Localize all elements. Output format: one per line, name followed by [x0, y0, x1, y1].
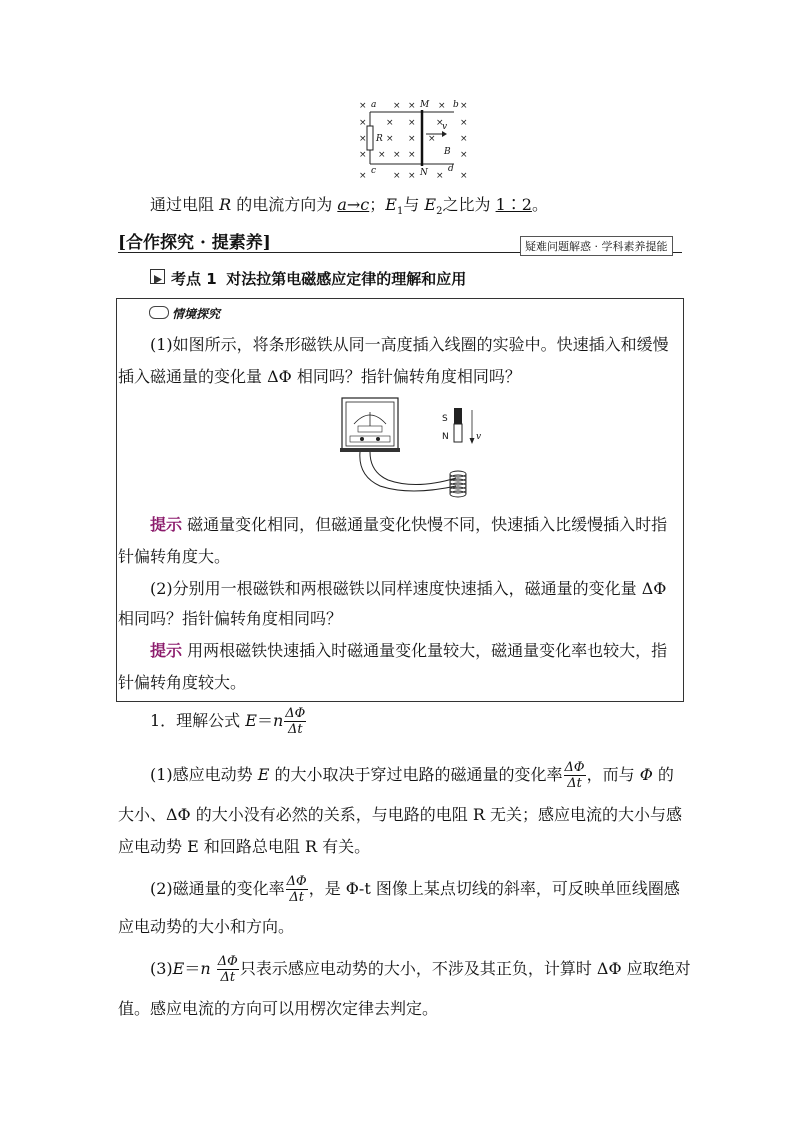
galvanometer-figure — [340, 396, 500, 502]
section-title: [合作探究 · 提素养] — [118, 233, 271, 253]
frac-den: Δt — [289, 890, 304, 905]
magnet-v-label: v — [476, 432, 482, 442]
svg-text:×: × — [428, 134, 436, 144]
frac-num: ΔΦ — [285, 706, 306, 721]
q1-line2: 插入磁通量的变化量 ΔΦ 相同吗？指针偏转角度相同吗？ — [118, 367, 521, 386]
p1-text: 的 — [652, 765, 674, 784]
answer-text: ； — [369, 195, 386, 214]
p1-text: ，而与 — [586, 765, 640, 784]
p3-text: 只表示感应电动势的大小，不涉及其正负，计算时 ΔΦ 应取绝对 — [239, 959, 691, 978]
hint-label: 提示 — [150, 515, 183, 534]
svg-text:×: × — [408, 101, 416, 111]
fraction-dphi-dt — [564, 760, 586, 791]
point1-prefix: 1．理解公式 — [150, 711, 246, 730]
svg-text:×: × — [386, 134, 394, 144]
var-E2: E — [424, 195, 437, 214]
magnet-S-label: S — [442, 414, 448, 424]
p3-line2: 值。感应电流的方向可以用楞次定律去判定。 — [118, 999, 439, 1018]
label-a: a — [371, 100, 377, 110]
p1-text: (1)感应电动势 — [150, 765, 258, 784]
svg-text:×: × — [408, 134, 416, 144]
rail-rod-figure — [356, 98, 476, 186]
var-phi: Φ — [639, 765, 653, 784]
hint-text: 磁通量变化相同，但磁通量变化快慢不同，快速插入比缓慢插入时指 — [182, 515, 668, 534]
answer-text: 通过电阻 — [150, 195, 220, 214]
label-B: B — [444, 147, 451, 157]
svg-text:×: × — [408, 150, 416, 160]
section-tag: 疑难问题解惑 · 学科素养提能 — [520, 236, 673, 256]
frac-num: ΔΦ — [564, 760, 585, 775]
frac-den: Δt — [220, 970, 236, 985]
answer-text: 与 — [403, 195, 425, 214]
svg-text:×: × — [460, 134, 468, 144]
var-n: n — [200, 959, 216, 978]
answer-text: 之比为 — [442, 195, 496, 214]
p1-line2: 大小、ΔΦ 的大小没有必然的关系，与电路的电阻 R 无关；感应电流的大小与感 — [118, 805, 682, 824]
sub-2: 2 — [436, 206, 443, 218]
q2-line1: (2)分别用一根磁铁和两根磁铁以同样速度快速插入，磁通量的变化量 ΔΦ — [150, 579, 667, 598]
point1-title — [150, 706, 307, 737]
var-E1: E — [385, 195, 397, 214]
label-c: c — [371, 166, 377, 176]
kaodian-heading — [150, 268, 466, 290]
q2-line2: 相同吗？指针偏转角度相同吗？ — [118, 609, 343, 628]
p1-line1 — [150, 760, 674, 791]
svg-text:×: × — [460, 118, 468, 128]
svg-text:×: × — [386, 118, 394, 128]
svg-text:×: × — [460, 150, 468, 160]
label-R: R — [376, 134, 383, 144]
frac-num: ΔΦ — [217, 954, 238, 969]
label-d: d — [448, 164, 454, 174]
var-n: n — [272, 711, 284, 730]
galvanometer-diagram — [340, 396, 500, 502]
var-E: E — [245, 711, 257, 730]
p1-line3: 应电动势 E 和回路总电阻 R 有关。 — [118, 837, 371, 856]
hint-text: 用两根磁铁快速插入时磁通量变化量较大，磁通量变化率也较大，指 — [182, 641, 668, 660]
label-b: b — [453, 100, 459, 110]
svg-text:×: × — [359, 150, 367, 160]
cloud-icon — [149, 306, 169, 319]
label-N: N — [420, 168, 428, 178]
hint-label: 提示 — [150, 641, 183, 660]
current-direction: a→c — [337, 195, 370, 214]
svg-text:×: × — [436, 118, 444, 128]
svg-text:×: × — [460, 171, 468, 181]
var-R: R — [219, 195, 232, 214]
situation-badge — [149, 305, 220, 322]
field-diagram — [356, 98, 476, 186]
svg-text:×: × — [408, 118, 416, 128]
answer-line — [150, 194, 548, 223]
magnet-N-label: N — [442, 432, 449, 442]
label-M: M — [420, 100, 430, 110]
svg-text:×: × — [378, 150, 386, 160]
svg-text:×: × — [359, 134, 367, 144]
p2-line2: 应电动势的大小和方向。 — [118, 917, 295, 936]
var-E: E — [172, 959, 185, 978]
svg-text:×: × — [393, 171, 401, 181]
svg-text:×: × — [393, 101, 401, 111]
kaodian-label: 考点 1 — [171, 270, 217, 288]
a1-line1 — [150, 514, 667, 536]
emf-ratio: 1∶2 — [495, 195, 532, 214]
svg-text:×: × — [436, 171, 444, 181]
fraction-dphi-dt — [217, 954, 239, 985]
p2-text: (2)磁通量的变化率 — [150, 879, 285, 898]
fraction-dphi-dt — [286, 874, 308, 905]
label-v: v — [442, 122, 448, 132]
a1-line2: 针偏转角度大。 — [118, 547, 231, 566]
svg-text:×: × — [460, 101, 468, 111]
svg-text:×: × — [438, 101, 446, 111]
frac-den: Δt — [288, 722, 303, 737]
badge-label: 情境探究 — [172, 307, 221, 321]
svg-text:×: × — [408, 171, 416, 181]
p2-text: ，是 Φ-t 图像上某点切线的斜率，可反映单匝线圈感 — [308, 879, 680, 898]
frac-num: ΔΦ — [286, 874, 307, 889]
triangle-icon — [150, 269, 165, 284]
equals-sign: ＝ — [256, 711, 273, 730]
frac-den: Δt — [567, 776, 582, 791]
kaodian-title: 对法拉第电磁感应定律的理解和应用 — [226, 270, 467, 288]
p2-line1 — [150, 874, 680, 905]
sub-1: 1 — [396, 206, 404, 218]
answer-text: 的电流方向为 — [231, 195, 338, 214]
fraction-dphi-dt — [284, 706, 306, 737]
p3-text: (3) — [150, 959, 173, 978]
svg-text:×: × — [359, 118, 367, 128]
a2-line1 — [150, 640, 667, 662]
a2-line2: 针偏转角度较大。 — [118, 673, 247, 692]
svg-text:×: × — [393, 150, 401, 160]
equals-sign: ＝ — [184, 959, 201, 978]
answer-text: 。 — [531, 195, 548, 214]
var-E: E — [257, 765, 270, 784]
q1-line1: (1)如图所示，将条形磁铁从同一高度插入线圈的实验中。快速插入和缓慢 — [150, 335, 669, 354]
p1-text: 的大小取决于穿过电路的磁通量的变化率 — [269, 765, 563, 784]
svg-text:×: × — [359, 101, 367, 111]
svg-text:×: × — [359, 171, 367, 181]
p3-line1 — [150, 954, 691, 985]
